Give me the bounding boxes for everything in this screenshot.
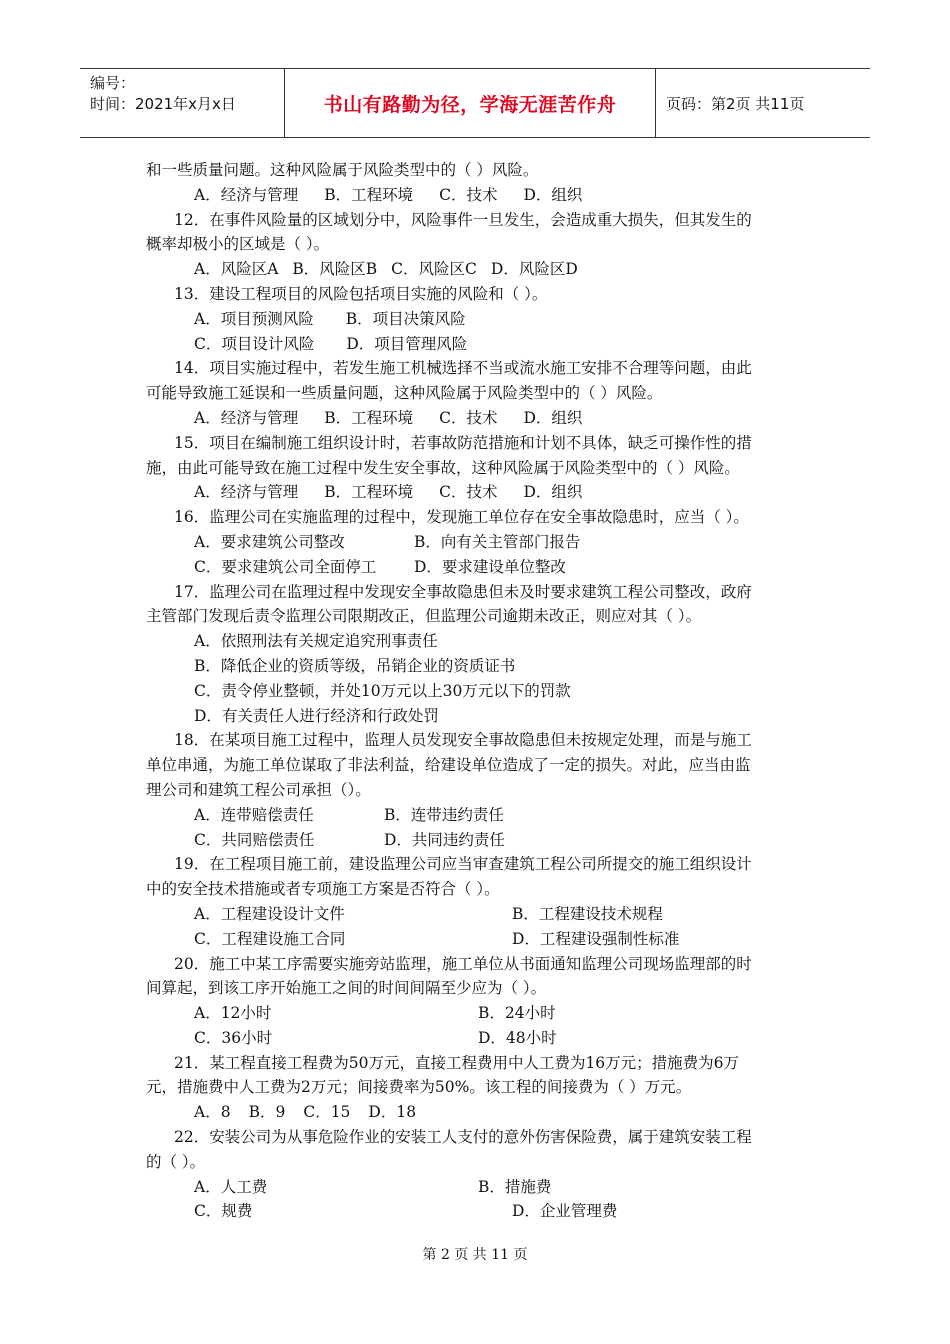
option: B．工程环境 — [324, 408, 414, 427]
option: C．规费 — [194, 1202, 253, 1221]
options-row — [146, 902, 810, 927]
question-stem: 16．监理公司在实施监理的过程中，发现施工单位存在安全事故隐患时，应当（ ）。 — [174, 508, 749, 527]
question-stem: 14．项目实施过程中，若发生施工机械选择不当或流水施工安排不合理等问题，由此 — [174, 359, 752, 378]
option: B．向有关主管部门报告 — [414, 532, 581, 551]
option: D．项目管理风险 — [346, 334, 468, 353]
option: D．18 — [368, 1103, 417, 1122]
text-line: 单位串通，为施工单位谋取了非法利益，给建设单位造成了一定的损失。对此，应当由监 — [146, 756, 751, 775]
header-motto: 书山有路勤为径，学海无涯苦作舟 — [284, 69, 656, 137]
options-row — [146, 307, 810, 332]
options-row — [146, 332, 810, 357]
options-row — [146, 1100, 810, 1125]
option: A．依照刑法有关规定追究刑事责任 — [194, 632, 438, 651]
options-row — [146, 1175, 810, 1200]
question-stem: 12．在事件风险量的区域划分中，风险事件一旦发生，会造成重大损失，但其发生的 — [174, 210, 752, 229]
option: D．企业管理费 — [512, 1202, 618, 1221]
question-body — [146, 158, 810, 1224]
option: D．共同违约责任 — [384, 830, 505, 849]
option: C．15 — [303, 1103, 351, 1122]
option: B．降低企业的资质等级，吊销企业的资质证书 — [194, 656, 516, 675]
option: C．责令停业整顿，并处10万元以上30万元以下的罚款 — [194, 681, 571, 700]
text-line: 概率却极小的区域是（ ）。 — [146, 235, 330, 254]
option: A．经济与管理 — [194, 408, 299, 427]
option: C．共同赔偿责任 — [194, 830, 315, 849]
page-footer: 第 2 页 共 11 页 — [422, 1247, 528, 1263]
option: A．人工费 — [194, 1177, 268, 1196]
option: C．风险区C — [391, 260, 477, 279]
options-row — [146, 828, 810, 853]
document-number-label: 编号： — [90, 74, 136, 92]
options-row — [146, 530, 810, 555]
option: A．工程建设设计文件 — [194, 904, 345, 923]
option: B．措施费 — [478, 1177, 552, 1196]
options-row — [146, 257, 810, 282]
header-page-info: 页码：第2页 共11页 — [666, 94, 805, 113]
text-line: 可能导致施工延误和一些质量问题，这种风险属于风险类型中的（ ）风险。 — [146, 384, 663, 403]
text-line: 主管部门发现后责令监理公司限期改正，但监理公司逾期未改正，则应对其（ ）。 — [146, 607, 702, 626]
text-line: 元，措施费中人工费为2万元；间接费率为50%。该工程的间接费为（ ）万元。 — [146, 1078, 692, 1097]
option: B．连带违约责任 — [384, 805, 504, 824]
option: D．有关责任人进行经济和行政处罚 — [194, 706, 439, 725]
option: D．组织 — [523, 185, 583, 204]
question-stem: 17．监理公司在监理过程中发现安全事故隐患但未及时要求建筑工程公司整改，政府 — [174, 582, 752, 601]
text-line: 间算起，到该工序开始施工之间的时间间隔至少应为（ ）。 — [146, 979, 547, 998]
header-left-cell — [80, 69, 284, 137]
option: D．组织 — [523, 408, 583, 427]
options-row — [146, 927, 810, 952]
option: B．工程建设技术规程 — [512, 904, 663, 923]
question-stem: 19．在工程项目施工前，建设监理公司应当审查建筑工程公司所提交的施工组织设计 — [174, 855, 752, 874]
option: D．组织 — [523, 483, 583, 502]
option: C．技术 — [439, 408, 498, 427]
page-header — [80, 68, 870, 138]
options-row — [146, 406, 810, 431]
option: B．24小时 — [478, 1004, 556, 1023]
option: C．项目设计风险 — [194, 334, 315, 353]
question-stem: 22．安装公司为从事危险作业的安装工人支付的意外伤害保险费，属于建筑安装工程 — [174, 1128, 752, 1147]
option: C．36小时 — [194, 1028, 273, 1047]
option: D．工程建设强制性标准 — [512, 929, 680, 948]
option: B．风险区B — [292, 260, 378, 279]
option: B．项目决策风险 — [345, 309, 466, 328]
option: A．经济与管理 — [194, 185, 299, 204]
options-row — [146, 1001, 810, 1026]
text-line: 理公司和建筑工程公司承担（）。 — [146, 780, 371, 799]
option: C．技术 — [439, 185, 498, 204]
option: A．要求建筑公司整改 — [194, 532, 345, 551]
text-line: 和一些质量问题。这种风险属于风险类型中的（ ）风险。 — [146, 161, 539, 179]
option: A．连带赔偿责任 — [194, 805, 314, 824]
options-row — [146, 803, 810, 828]
option: C．要求建筑公司全面停工 — [194, 557, 377, 576]
option: C．工程建设施工合同 — [194, 929, 346, 948]
option: D．48小时 — [478, 1028, 557, 1047]
option: B．工程环境 — [324, 185, 414, 204]
option: D．风险区D — [490, 260, 578, 279]
options-row — [146, 1026, 810, 1051]
options-row — [146, 555, 810, 580]
options-row — [146, 183, 810, 208]
option: C．技术 — [439, 483, 498, 502]
option: A．风险区A — [194, 260, 279, 279]
question-stem: 15．项目在编制施工组织设计时，若事故防范措施和计划不具体，缺乏可操作性的措 — [174, 433, 752, 452]
question-stem: 13．建设工程项目的风险包括项目实施的风险和（ ）。 — [174, 284, 548, 303]
question-stem: 18．在某项目施工过程中，监理人员发现安全事故隐患但未按规定处理，而是与施工 — [174, 731, 752, 750]
text-line: 的（ ）。 — [146, 1152, 206, 1171]
option: D．要求建设单位整改 — [414, 557, 566, 576]
option: A．12小时 — [194, 1004, 272, 1023]
question-stem: 20．施工中某工序需要实施旁站监理，施工单位从书面通知监理公司现场监理部的时 — [174, 954, 752, 973]
options-row — [146, 1199, 810, 1224]
option: B．工程环境 — [324, 483, 414, 502]
question-stem: 21．某工程直接工程费为50万元，直接工程费用中人工费为16万元；措施费为6万 — [174, 1053, 740, 1072]
text-line: 中的安全技术措施或者专项施工方案是否符合（ ）。 — [146, 880, 500, 899]
option: A．8 — [194, 1103, 231, 1122]
document-time-label: 时间：2021年x月x日 — [90, 95, 236, 113]
option: B．9 — [248, 1103, 286, 1122]
option: A．经济与管理 — [194, 483, 299, 502]
option: A．项目预测风险 — [194, 309, 314, 328]
options-row — [146, 480, 810, 505]
text-line: 施，由此可能导致在施工过程中发生安全事故，这种风险属于风险类型中的（ ）风险。 — [146, 458, 740, 477]
